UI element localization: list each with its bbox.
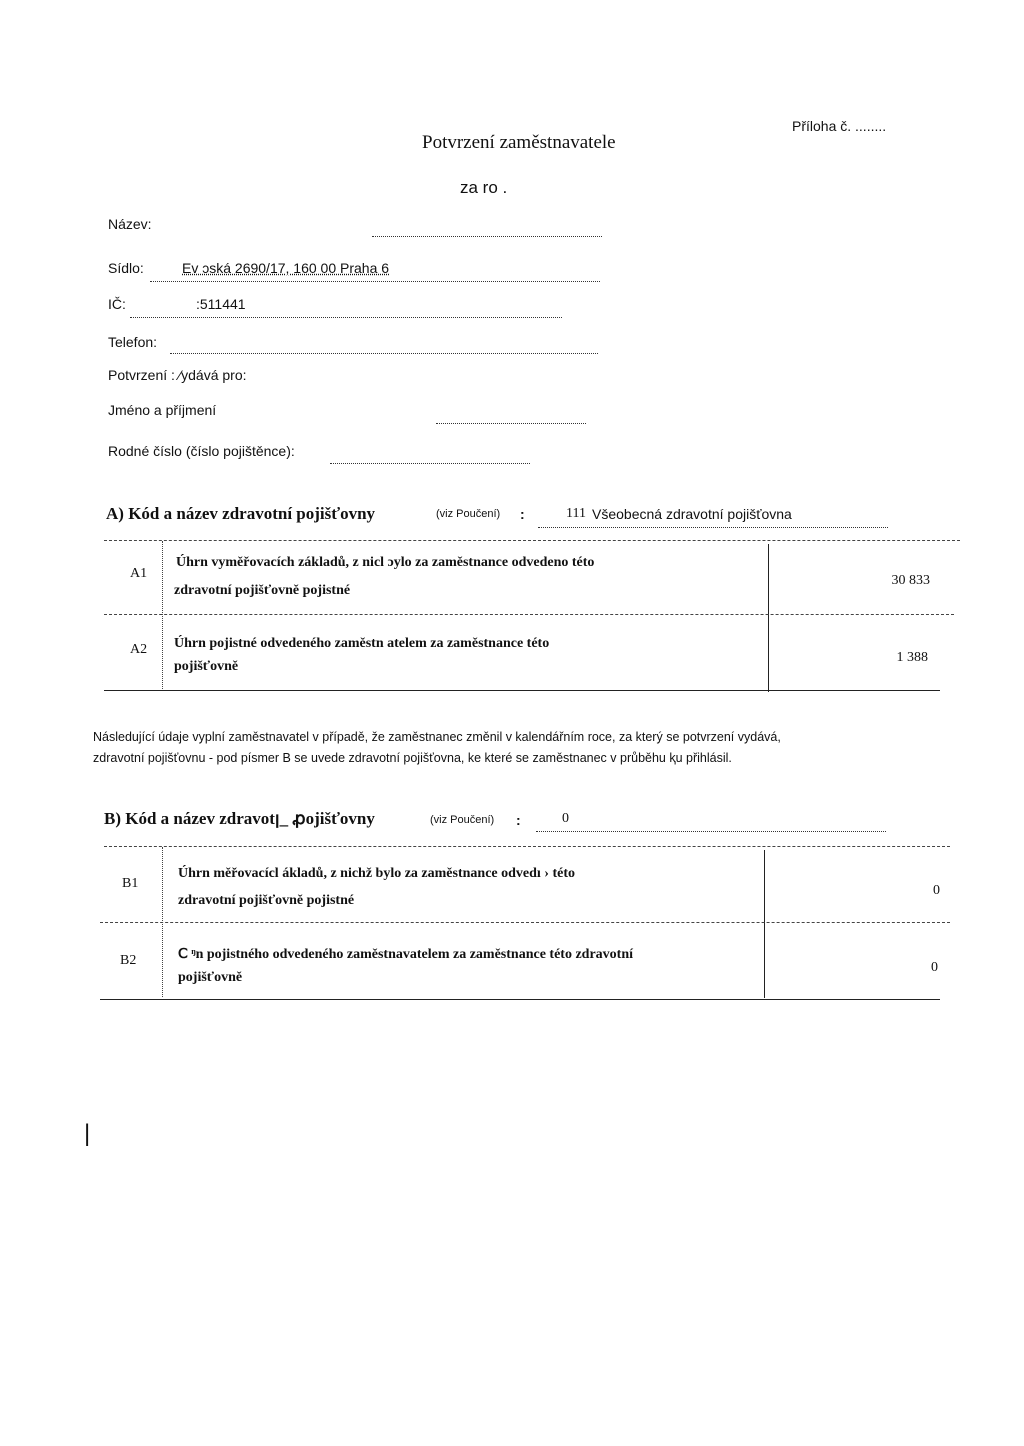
fullname-field-line: [436, 423, 586, 424]
section-a-colon: :: [520, 506, 525, 522]
table-b-amount-divider: [764, 850, 765, 998]
row-a1-line1: Úhrn vyměřovacích základů, z nicl ɔylo za zaměstnance odvedeno této: [176, 555, 595, 570]
page-title: Potvrzení zaměstnavatele: [422, 132, 616, 153]
section-b-note: (viz Poučení): [430, 814, 495, 826]
phone-label: Telefon:: [108, 334, 158, 350]
row-b1-code: B1: [122, 876, 139, 891]
row-b2-amount: 0: [931, 960, 938, 975]
table-b-top-rule: [104, 846, 950, 847]
issued-for-label: Potvrzení : ⁄ydává pro:: [108, 367, 247, 383]
ic-field-line: [130, 317, 562, 318]
row-a2-line2: pojišťovně: [174, 659, 239, 674]
table-a-col-divider: [162, 541, 163, 691]
section-b-heading: B) Kód a název zdravotꞁ_ ꝓojišťovny: [104, 809, 375, 828]
table-b-mid-rule: [100, 922, 950, 923]
row-a1-amount: 30 833: [891, 573, 930, 588]
fullname-label: Jméno a příjmení: [108, 402, 217, 418]
insurer-code: 111: [566, 506, 586, 521]
table-a-top-rule: [104, 540, 960, 541]
name-label: Název:: [108, 216, 152, 232]
row-a1-line2: zdravotní pojišťovně pojistné: [174, 583, 351, 598]
row-b1-line1: Úhrn měřovacícl ákladů, z nichž bylo za zaměstnance odvedı › této: [178, 866, 576, 881]
name-field-line: [372, 236, 602, 237]
birthno-field-line: [330, 463, 530, 464]
stray-mark: |: [84, 1120, 91, 1147]
insurer-name: Všeobecná zdravotní pojišťovna: [592, 506, 792, 522]
section-a-heading: A) Kód a název zdravotní pojišťovny: [106, 504, 376, 523]
table-a-amount-divider: [768, 544, 769, 692]
section-a-note: (viz Poučení): [436, 508, 501, 520]
section-b-field-line: [536, 831, 886, 832]
row-b1-line2: zdravotní pojišťovně pojistné: [178, 893, 355, 908]
table-a-mid-rule: [104, 614, 954, 615]
page-subtitle: za ro .: [460, 178, 508, 197]
section-b-code: 0: [562, 811, 569, 826]
row-b2-line2: pojišťovně: [178, 970, 243, 985]
seat-label: Sídlo:: [108, 260, 144, 276]
ic-label: IČ:: [108, 296, 126, 312]
ic-value: :511441: [196, 296, 246, 312]
row-a2-line1: Úhrn pojistné odvedeného zaměstn atelem za zaměstnance této: [174, 636, 550, 651]
phone-field-line: [170, 353, 598, 354]
row-b1-amount: 0: [933, 883, 940, 898]
attachment-label: Příloha č. ........: [792, 118, 887, 134]
table-a-bottom-rule: [104, 690, 940, 691]
insurer-field-line: [538, 527, 888, 528]
row-b2-line1: Ⅽ ᵑn pojistného odvedeného zaměstnavatelem za zaměstnance této zdravotní: [178, 947, 634, 962]
row-b2-code: B2: [120, 953, 137, 968]
note-line-1: Následující údaje vyplní zaměstnavatel v případě, že zaměstnanec změnil v kalendářním roce, za který se potvrzení vydává,: [93, 730, 781, 744]
seat-value: Ev ɔská 2690/17, 160 00 Praha 6: [182, 260, 390, 276]
birthno-label: Rodné číslo (číslo pojištěnce):: [108, 443, 295, 459]
row-a2-code: A2: [130, 642, 148, 657]
row-a2-amount: 1 388: [896, 650, 928, 665]
seat-field-line: [150, 281, 600, 282]
row-a1-code: A1: [130, 566, 148, 581]
section-b-colon: :: [516, 812, 521, 828]
table-b-bottom-rule: [100, 999, 940, 1000]
note-line-2: zdravotní pojišťovnu - pod písmer B se uvede zdravotní pojišťovna, ke které se zaměstnanec v průběhu ⱪu přihlásil.: [93, 751, 732, 765]
